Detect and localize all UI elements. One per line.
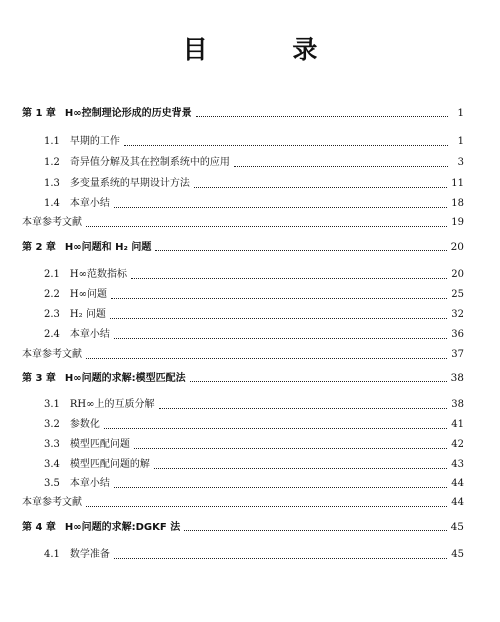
toc-entry-section[interactable] [44,548,464,562]
page-number: 11 [451,178,464,189]
toc-entry-section[interactable] [44,398,464,412]
section-number: 3.5 [44,478,60,489]
section-title: 数学准备 [69,549,110,560]
page-number: 18 [451,198,464,209]
page-number: 43 [451,459,464,470]
toc-entry-section[interactable] [44,156,464,170]
section-number: 2.3 [44,309,60,320]
toc-entry-section[interactable] [44,438,464,452]
page-number: 38 [450,372,464,384]
page-number: 3 [457,157,464,168]
page-number: 37 [451,349,464,360]
toc-entry-section[interactable] [44,177,464,191]
references-title: 本章参考文献 [22,217,82,228]
section-title: 模型匹配问题的解 [69,459,150,470]
toc-entry-references[interactable] [22,496,464,510]
page-number: 45 [451,549,464,560]
page-number: 36 [451,329,464,340]
toc-entry-section[interactable] [44,308,464,322]
dot-leader [155,242,446,251]
section-number: 2.4 [44,329,60,340]
chapter-number: 第 2 章 [22,242,56,253]
section-number: 2.2 [44,289,60,300]
section-number: 4.1 [44,549,60,560]
toc-entry-section[interactable] [44,418,464,432]
chapter-title: H∞问题的求解:DGKF 法 [64,522,181,533]
section-number: 1.4 [44,198,60,209]
section-title: 本章小结 [69,329,110,340]
dot-leader [196,108,448,117]
toc-entry-references[interactable] [22,216,464,230]
chapter-number: 第 1 章 [22,108,56,119]
section-number: 3.4 [44,459,60,470]
section-number: 1.3 [44,178,60,189]
dot-leader [114,479,447,488]
references-title: 本章参考文献 [22,349,82,360]
dot-leader [124,137,448,146]
dot-leader [86,498,447,507]
section-title: 参数化 [69,419,100,430]
dot-leader [154,460,447,469]
section-title: H∞范数指标 [69,269,127,280]
section-number: 1.1 [44,136,60,147]
page-title: 目 录 [182,35,356,64]
dot-leader [114,330,447,339]
section-title: RH∞上的互质分解 [69,399,155,410]
toc-entry-section[interactable] [44,288,464,302]
toc-entry-section[interactable] [44,197,464,211]
chapter-number: 第 3 章 [22,373,56,384]
toc-entry-section[interactable] [44,458,464,472]
dot-leader [159,400,448,409]
page-number: 20 [451,269,464,280]
section-title: 早期的工作 [69,136,120,147]
page-number: 45 [450,521,464,533]
page-number: 32 [451,309,464,320]
chapter-title: H∞控制理论形成的历史背景 [64,108,192,119]
dot-leader [194,179,447,188]
toc-entry-section[interactable] [44,268,464,282]
section-title: 模型匹配问题 [69,439,130,450]
chapter-title: H∞问题的求解:模型匹配法 [64,373,186,384]
dot-leader [86,350,447,359]
toc-entry-chapter-2[interactable] [22,240,464,255]
toc-entry-chapter-4[interactable] [22,520,464,535]
dot-leader [114,550,447,559]
toc-entry-references[interactable] [22,348,464,362]
section-number: 1.2 [44,157,60,168]
page-number: 20 [450,241,464,253]
page-number: 38 [451,399,464,410]
section-number: 3.3 [44,439,60,450]
dot-leader [86,218,447,227]
dot-leader [131,270,447,279]
references-title: 本章参考文献 [22,497,82,508]
dot-leader [104,420,447,429]
page-number: 19 [451,217,464,228]
dot-leader [190,373,447,382]
section-title: H∞问题 [69,289,107,300]
toc-entry-chapter-3[interactable] [22,371,464,386]
dot-leader [111,290,447,299]
toc-entry-section[interactable] [44,135,464,149]
dot-leader [234,158,448,167]
page-number: 41 [451,419,464,430]
section-number: 3.1 [44,399,60,410]
toc-entry-chapter-1[interactable] [22,106,464,121]
section-title: 本章小结 [69,198,110,209]
dot-leader [184,522,446,531]
dot-leader [114,199,447,208]
section-title: H₂ 问题 [69,309,106,320]
section-number: 3.2 [44,419,60,430]
toc-entry-section[interactable] [44,477,464,491]
dot-leader [110,310,447,319]
section-number: 2.1 [44,269,60,280]
toc-entry-section[interactable] [44,328,464,342]
page-number: 42 [451,439,464,450]
section-title: 多变量系统的早期设计方法 [69,178,190,189]
page-number: 1 [457,136,464,147]
section-title: 本章小结 [69,478,110,489]
chapter-number: 第 4 章 [22,522,56,533]
chapter-title: H∞问题和 H₂ 问题 [64,242,152,253]
page-number: 1 [457,107,464,119]
page-number: 44 [451,478,464,489]
page-number: 25 [451,289,464,300]
section-title: 奇异值分解及其在控制系统中的应用 [69,157,230,168]
dot-leader [134,440,447,449]
page-number: 44 [451,497,464,508]
